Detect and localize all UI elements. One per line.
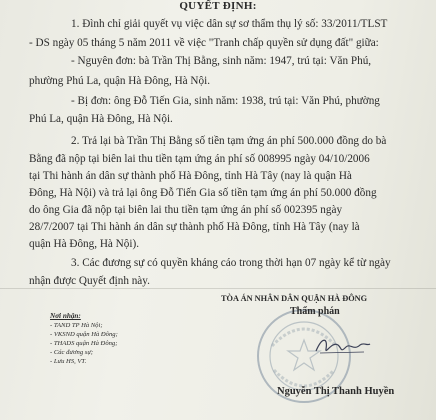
paragraph-1-line-3: - Nguyên đơn: bà Trần Thị Bằng, sinh năm: 1947, trú tại: Văn Phú, [71,55,372,67]
judge-role: Thẩm phán [290,306,340,317]
paragraph-1-line-5: - Bị đơn: ông Đỗ Tiến Gia, sinh năm: 1938, trú tại: Văn Phú, phường [71,95,380,107]
paragraph-2-line-7: quận Hà Đông, Hà Nội). [29,238,139,250]
recipient-item: - TAND TP Hà Nội; [50,322,103,329]
recipient-item: - THADS quận Hà Đông; [50,340,118,347]
paragraph-1-line-1: 1. Đình chỉ giải quyết vụ việc dân sự sơ thẩm thụ lý số: 33/2011/TLST [71,18,388,30]
paragraph-1-line-4: phường Phú La, quận Hà Đông, Hà Nội. [29,75,211,87]
paragraph-2-line-3: tại Thi hành án dân sự thành phố Hà Đông, tỉnh Hà Tây (nay là quận Hà [29,170,352,182]
recipient-item: - Lưu HS, VT. [50,358,87,365]
paragraph-2-line-1: 2. Trả lại bà Trần Thị Bằng số tiền tạm ứng án phí 500.000 đồng do bà [71,135,387,147]
paragraph-2-line-5: do ông Gia đã nộp tại biên lai thu tiền tạm ứng án phí số 002395 ngày [29,204,343,216]
judge-name: Nguyễn Thị Thanh Huyền [277,386,395,397]
decision-title: QUYẾT ĐỊNH: [179,0,257,12]
court-name: TÒA ÁN NHÂN DÂN QUẬN HÀ ĐÔNG [221,294,368,303]
recipient-item: - Các đương sự; [50,349,94,356]
paragraph-2-line-6: 28/7/2007 tại Thi hành án dân sự thành phố Hà Đông, tỉnh Hà Tây (nay là [29,221,360,233]
recipients-heading: Nơi nhận: [50,312,81,320]
paragraph-3-line-1: 3. Các đương sự có quyền kháng cáo trong thời hạn 07 ngày kể từ ngày [71,257,391,269]
paragraph-3-line-2: nhận được Quyết định này. [29,275,150,287]
paragraph-2-line-4: Đông, Hà Nội) và trả lại ông Đỗ Tiến Gia số tiền tạm ứng án phí 50.000 đồng [29,187,377,199]
paragraph-1-line-2: - DS ngày 05 tháng 5 năm 2011 về việc "Tranh chấp quyền sử dụng đất" giữa: [29,37,379,49]
paper-fold [0,288,436,289]
paragraph-2-line-2: Bằng đã nộp tại biên lai thu tiền tạm ứng án phí số 008995 ngày 04/10/2006 [29,153,370,165]
handwritten-signature-icon [312,333,372,359]
recipient-item: - VKSND quận Hà Đông; [50,331,118,338]
paragraph-1-line-6: Phú La, quận Hà Đông, Hà Nội. [29,113,173,125]
